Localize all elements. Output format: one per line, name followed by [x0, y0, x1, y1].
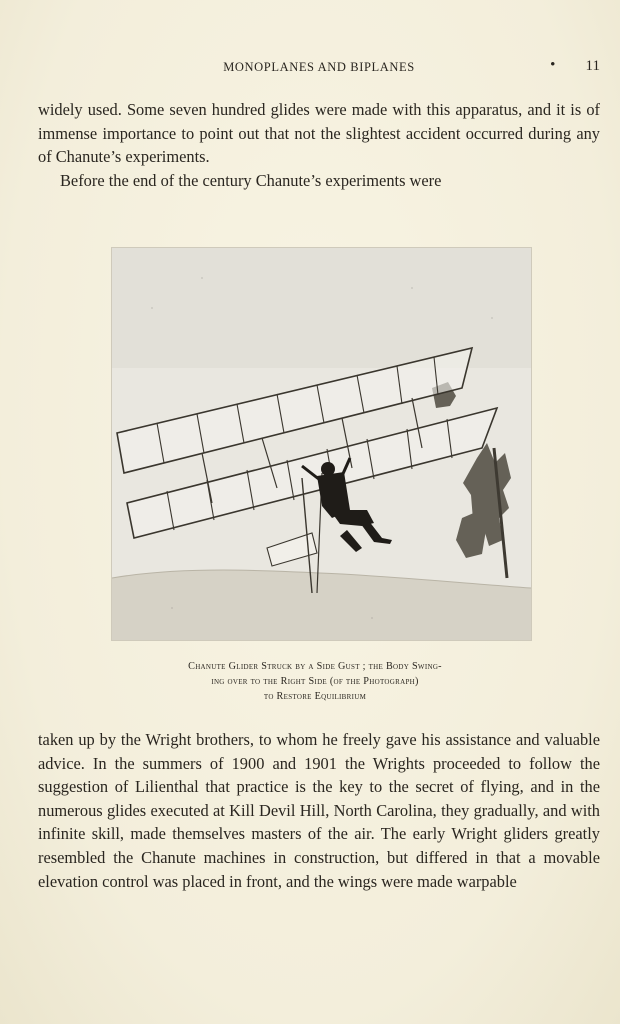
caption-line-1: Chanute Glider Struck by a Side Gust ; the Body Swing- [188, 661, 442, 672]
paragraph-3: taken up by the Wright brothers, to whom he freely gave his assistance and valuable advice. In the summers of 1900 and 1901 the Wrights proceeded to follow the suggestion of Lilienthal that practice is the key to the secret of flying, and in the numerous glides executed at Kill Devil Hill, North Carolina, they gradually, and with infinite skill, made themselves masters of the air. The early Wright gliders greatly resembled the Chanute machines in construction, but differed in that a movable elevation control was placed in front, and the wings were made warpable [38, 730, 600, 891]
paragraph-1: widely used. Some seven hundred glides were made with this apparatus, and it is of immense importance to point out that not the slightest accident occurred during any of Chanute’s experiments. [38, 100, 600, 167]
header-bullet: • [550, 57, 556, 73]
paragraph-2: Before the end of the century Chanute’s experiments were [60, 170, 442, 190]
glider-photo-illustration [112, 248, 531, 640]
running-head [38, 57, 600, 80]
figure-caption [100, 659, 530, 704]
caption-line-3: to Restore Equilibrium [263, 691, 367, 702]
running-title: MONOPLANES AND BIPLANES [223, 60, 415, 74]
glider-photograph [111, 247, 532, 641]
body-text-bottom [38, 728, 600, 893]
page-number: 11 [585, 58, 600, 74]
body-text-top [38, 98, 600, 192]
caption-line-2: ing over to the Right Side (of the Photograph) [211, 676, 419, 687]
